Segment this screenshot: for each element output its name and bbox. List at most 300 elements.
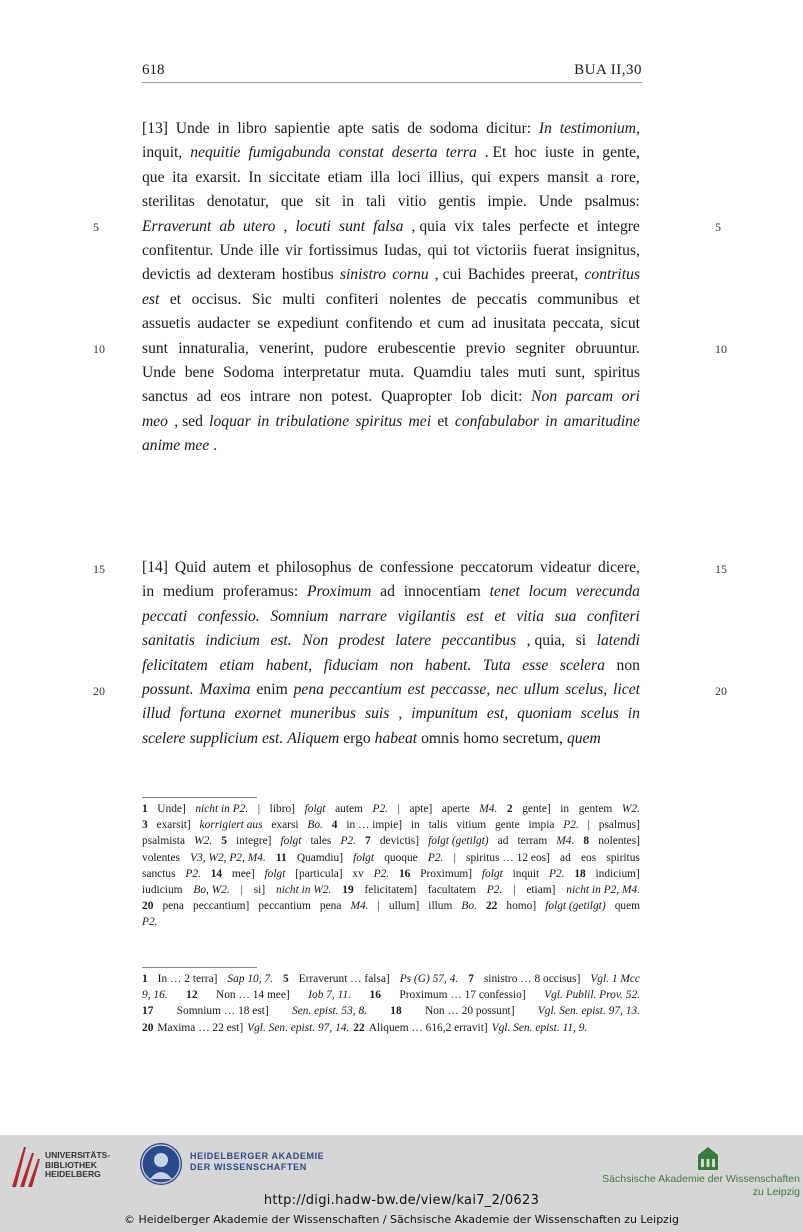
text-token: gente, (602, 144, 640, 162)
text-line (142, 166, 640, 190)
text-token: est. (270, 632, 292, 650)
text-token: Quamdiu] (296, 851, 343, 864)
text-token: Quamdiu (413, 363, 472, 381)
text-token: de (358, 559, 374, 576)
text-token: eos (580, 851, 597, 864)
text-token: ori (621, 388, 640, 406)
text-token: . (213, 437, 218, 455)
text-token: | (240, 883, 243, 896)
text-token: in (627, 705, 640, 723)
text-token: indicium (205, 632, 260, 650)
text-token: spiritus (606, 851, 640, 864)
text-token: Unde (538, 193, 573, 211)
text-token: Proximum … 17 confessio] (399, 989, 526, 1002)
text-token: inusitata (493, 315, 546, 333)
text-token: 17 (142, 1005, 154, 1018)
text-token: narrare (339, 607, 387, 625)
text-token: confessio. (197, 607, 260, 625)
text-line (142, 702, 640, 726)
text-token: . Et (484, 144, 507, 162)
text-token: sunt (339, 217, 366, 235)
text-token: illa (369, 168, 390, 186)
text-token: homo] (506, 900, 537, 913)
text-token: supplicium (189, 729, 259, 747)
text-token: non (299, 388, 323, 406)
text-token: vir (285, 241, 303, 259)
text-token: muta. (369, 363, 405, 381)
text-token: korrigiert aus (199, 819, 263, 832)
text-token: nec (496, 680, 518, 698)
text-token: de (407, 120, 422, 137)
text-token: [13] (142, 120, 168, 137)
text-line (142, 434, 640, 458)
text-token: | (513, 883, 516, 896)
text-token: Unde (219, 241, 254, 259)
text-token: perfecte (518, 217, 570, 235)
text-token: habent. (424, 656, 472, 674)
text-token: 18 (574, 867, 586, 880)
text-token: 16 (398, 867, 411, 880)
text-token: inquit (512, 867, 540, 880)
text-token: sterilitas (142, 193, 195, 211)
text-token: libro] (269, 803, 295, 815)
text-token: Sic (251, 290, 272, 308)
text-line (142, 605, 640, 629)
text-token: sanctus (142, 388, 188, 406)
text-token: pena (319, 900, 342, 913)
text-token: vitia (516, 607, 545, 625)
text-token: prodest (338, 632, 385, 650)
text-token: confitentur. (142, 241, 214, 259)
text-token: illud (142, 705, 171, 723)
text-token: P2. (373, 867, 390, 880)
text-token: psalmus] (598, 819, 640, 832)
text-token: secretum, (502, 729, 563, 747)
text-token: W2. (621, 803, 640, 815)
text-token: mee (184, 437, 210, 455)
text-token: M4. (479, 803, 498, 815)
text-token: innaturalia, (178, 339, 249, 357)
text-token: sunt (142, 339, 168, 357)
text-token: tali (365, 193, 386, 211)
text-token: gente (494, 819, 520, 832)
line-number-right: 15 (715, 562, 727, 576)
text-token: expers (498, 168, 540, 186)
copyright-notice: © Heidelberger Akademie der Wissenschaften / Sächsische Akademie der Wissenschaften zu Leipzig (123, 1213, 679, 1226)
text-token: si (575, 632, 587, 650)
text-token: Ps (G) 57, 4. (399, 973, 459, 985)
text-token: confiteri (587, 607, 640, 625)
text-token: inquit, (142, 144, 183, 162)
text-token: spiritus … 12 eos] (466, 851, 550, 864)
text-token: tales (482, 217, 511, 235)
text-token: Bo, W2. (193, 883, 230, 896)
text-token: Maxima … 22 est] (157, 1021, 244, 1034)
text-token: victoriis (475, 241, 527, 259)
text-token: potest. (331, 388, 373, 406)
text-token: videatur (540, 559, 592, 576)
text-token: interpretatur (283, 363, 361, 381)
heidelberg-academy-name: HEIDELBERGER AKADEMIE DER WISSENSCHAFTEN (190, 1151, 325, 1172)
text-token: fiduciam (323, 656, 379, 674)
text-line (142, 727, 640, 751)
text-token: communibus (537, 290, 619, 308)
text-token: 5 (282, 973, 289, 985)
text-token: 20 (142, 900, 154, 913)
text-token: Quid (174, 559, 207, 576)
text-token: a (596, 168, 604, 186)
text-token: quem (566, 729, 601, 747)
text-token: cornu (392, 266, 429, 284)
line-number-left: 5 (93, 220, 99, 234)
footnote-separator (142, 967, 257, 968)
text-token: ad (497, 835, 509, 848)
text-token: in (257, 412, 270, 430)
text-token: scelera (559, 656, 605, 674)
text-token: folgt (280, 835, 302, 848)
text-token: scelus (580, 705, 619, 723)
text-line (142, 288, 640, 312)
text-token: pena (293, 680, 324, 698)
text-token: iudicium (142, 883, 183, 896)
text-token: talis (428, 819, 448, 832)
text-token: Sodoma (223, 363, 275, 381)
text-token: etiam (327, 168, 363, 186)
text-token: innocentiam (403, 583, 481, 601)
text-token: ullum] (388, 900, 420, 913)
text-token: confitendo (345, 315, 413, 333)
text-token: gentis (438, 193, 476, 211)
text-token: est. (262, 729, 284, 747)
text-token: eos (220, 388, 241, 406)
text-token: 20 (142, 1021, 154, 1034)
text-token: Bo. (307, 819, 323, 832)
text-token: habeat (374, 729, 418, 747)
paragraph-13 (142, 117, 640, 458)
text-token: sicut (610, 315, 640, 333)
permalink[interactable]: http://digi.hadw-bw.de/view/kai7_2/0623 (263, 1193, 540, 1208)
text-token: ad (380, 583, 395, 601)
text-token: peccasse, (430, 680, 491, 698)
text-line (142, 580, 640, 604)
text-token: 18 (390, 1005, 402, 1018)
text-token: non (616, 656, 640, 674)
text-token: loquar (209, 412, 251, 430)
text-token: hostibus (281, 266, 334, 284)
text-token: parcam (565, 388, 613, 406)
apparatus-line (142, 987, 640, 1003)
text-token: 8 (583, 835, 590, 848)
page-header (142, 60, 642, 83)
text-token: locum (528, 583, 567, 601)
text-token: occisus. (191, 290, 242, 308)
saxon-academy-building-icon[interactable] (697, 1145, 719, 1171)
text-token: que (142, 168, 165, 186)
text-token: P2. (563, 819, 579, 832)
text-token: falsa (373, 217, 404, 235)
text-token: folgt (264, 867, 286, 880)
text-token: integre (596, 217, 640, 235)
text-token: in (560, 803, 570, 815)
text-token: P2. (486, 883, 503, 896)
text-token: folgt (353, 851, 375, 864)
text-line (142, 654, 640, 678)
text-token: ad (196, 388, 212, 406)
text-token: sodoma (429, 120, 479, 137)
saxon-academy-name: Sächsische Akademie der Wissenschaften zu Leipzig (602, 1173, 800, 1198)
text-token: qui (471, 168, 492, 186)
text-token: exarsit. (195, 168, 241, 186)
text-token: mansit (547, 168, 589, 186)
text-token: que (280, 193, 304, 211)
text-token: peccantium (258, 900, 311, 913)
text-token: 7 (365, 835, 371, 848)
text-token: fuerat (533, 241, 570, 259)
text-line (142, 263, 640, 287)
text-token: scelus, (565, 680, 608, 698)
text-token: ullum (523, 680, 560, 698)
text-token: vigilantis (397, 607, 456, 625)
line-number-right: 10 (715, 342, 727, 356)
text-token: gentem (578, 803, 613, 815)
text-token: Somnium (270, 607, 329, 625)
text-token: obruuntur. (575, 339, 640, 357)
text-token: previo (465, 339, 506, 357)
text-token: est (142, 290, 160, 308)
text-token: tales (480, 363, 509, 381)
text-token: In (538, 120, 552, 137)
text-token: habent, (265, 656, 313, 674)
text-token: segniter (515, 339, 566, 357)
apparatus-line (142, 971, 640, 987)
text-token: Sap 10, 7. (227, 973, 273, 985)
text-token: In (248, 168, 262, 186)
text-token: medium (162, 583, 215, 601)
text-token: 22 (353, 1021, 365, 1034)
text-token: venerint, (258, 339, 314, 357)
text-token: aperte (441, 803, 470, 815)
text-token: vitium (456, 819, 487, 832)
text-token: felicitatem] (364, 883, 417, 896)
text-token: de (451, 290, 467, 308)
apparatus-line (142, 882, 640, 898)
text-token: est, (486, 705, 509, 723)
text-line (142, 190, 640, 214)
text-token: xv (352, 867, 364, 880)
text-token: folgt (getilgt) (545, 900, 606, 913)
text-line (142, 410, 640, 434)
text-token: confessione (379, 559, 454, 576)
text-token: ille (259, 241, 280, 259)
text-token: 19 (342, 883, 354, 896)
text-token: ad (471, 315, 487, 333)
text-token: nicht in P2, M4. (566, 883, 640, 896)
text-token: si] (253, 883, 266, 896)
text-token: non (389, 656, 414, 674)
text-token: confabulabor (454, 412, 539, 430)
text-token: devictis] (379, 835, 420, 848)
text-token: assuetis (142, 315, 191, 333)
text-token: felicitatem (142, 656, 208, 674)
text-token: M4. (556, 835, 575, 848)
line-number-left: 20 (93, 684, 105, 698)
text-token: Iudas, (383, 241, 422, 259)
text-token: Erraverunt … falsa] (298, 973, 390, 985)
text-token: ad (196, 266, 212, 284)
text-token: sit (315, 193, 330, 211)
text-token: et (419, 315, 431, 333)
text-token: illius, (428, 168, 464, 186)
text-token: est (466, 607, 484, 625)
text-token: P2. (427, 851, 444, 864)
text-token: Non … 14 mee] (216, 989, 290, 1002)
text-token: Vgl. Publil. Prov. 52. (544, 989, 640, 1002)
document-reference: BUA II,30 (574, 62, 642, 78)
text-token: satis (371, 120, 400, 137)
text-token: nicht in W2. (276, 883, 332, 896)
text-token: dicit: (490, 388, 523, 406)
text-token: W2. (194, 835, 213, 848)
text-token: | (397, 803, 400, 815)
academy-seal-icon[interactable] (140, 1143, 182, 1185)
text-token: denotatur, (206, 193, 269, 211)
text-token: impie. (487, 193, 527, 211)
text-token: , cui (434, 266, 462, 284)
text-token: Bachides (467, 266, 525, 284)
page-number: 618 (142, 62, 165, 78)
text-token: In … 2 terra] (157, 973, 218, 985)
text-token: insignitus, (575, 241, 640, 259)
text-token: P2. (548, 867, 565, 880)
text-token: quoque (384, 851, 418, 864)
text-token: nolentes (389, 290, 442, 308)
text-token: , quia, (526, 632, 566, 650)
text-token: Somnium … 18 est] (176, 1005, 269, 1018)
text-token: in (545, 412, 558, 430)
text-token: bene (184, 363, 215, 381)
text-token: siccitate (269, 168, 321, 186)
text-token: vitio (397, 193, 427, 211)
text-token: P2. (142, 916, 158, 929)
text-token: peccatis (476, 290, 528, 308)
text-token: apte] (409, 803, 433, 815)
text-token: autem (335, 803, 363, 815)
text-token: sanctus (142, 867, 176, 880)
apparatus-line (142, 833, 640, 849)
text-token: tribulatione (275, 412, 350, 430)
text-token: Proximum] (420, 867, 473, 880)
text-token: et (577, 217, 589, 235)
text-token: facultatem (427, 883, 476, 896)
text-token: , (283, 217, 288, 235)
text-token: testimonium, (559, 120, 640, 137)
text-token: est (407, 680, 425, 698)
text-token: tenet (489, 583, 520, 601)
text-token: fortissimus (308, 241, 378, 259)
text-token: spiritus (355, 412, 403, 430)
text-token: 11 (275, 851, 287, 864)
text-token: psalmista (142, 835, 186, 848)
text-token: possunt. (142, 680, 194, 698)
text-token: Erraverunt (142, 217, 212, 235)
text-token: psalmus: (584, 193, 640, 211)
text-token: muneribus (290, 705, 357, 723)
text-token: sua (554, 607, 577, 625)
text-token: 7 (468, 973, 474, 985)
text-token: terra (445, 144, 477, 162)
paragraph-14 (142, 556, 640, 751)
text-token: multi (282, 290, 316, 308)
text-line (142, 556, 640, 580)
text-token: impunitum (411, 705, 478, 723)
text-token: volentes (142, 851, 180, 864)
text-line (142, 239, 640, 263)
text-line (142, 117, 640, 141)
text-token: folgt (getilgt) (428, 835, 489, 848)
text-token: folgt (481, 867, 503, 880)
text-token: anime (142, 437, 181, 455)
text-token: pena (162, 900, 184, 913)
text-token: sunt, (555, 363, 586, 381)
apparatus-line (142, 850, 640, 866)
text-token: exornet (234, 705, 282, 723)
text-token: mei (408, 412, 432, 430)
text-token: philosophus (276, 559, 352, 576)
text-line (142, 361, 640, 385)
text-token: Vgl. Sen. epist. 11, 9. (491, 1021, 588, 1034)
text-token: esse (522, 656, 549, 674)
text-token: ab (219, 217, 235, 235)
text-token: latendi (596, 632, 640, 650)
text-token: Vgl. Sen. epist. 97, 14. (247, 1021, 350, 1034)
text-token: Sen. epist. 53, 8. (292, 1005, 368, 1018)
apparatus-line (142, 801, 640, 817)
text-token: devictis (142, 266, 191, 284)
text-token: rore, (610, 168, 640, 186)
footer-bar (0, 1135, 803, 1232)
text-token: quoniam (517, 705, 572, 723)
text-token: ergo (343, 729, 371, 747)
text-token: tales (310, 835, 332, 848)
text-token: Iob 7, 11. (308, 989, 352, 1002)
text-token: folgt (304, 803, 326, 815)
text-token: illum (428, 900, 453, 913)
text-token: 3 (142, 819, 148, 832)
line-number-left: 15 (93, 562, 105, 576)
text-token: integre] (236, 835, 272, 848)
footnote-separator (142, 797, 257, 798)
text-token: et (628, 290, 640, 308)
text-token: etiam (219, 656, 255, 674)
text-token: tot (453, 241, 470, 259)
text-token: hoc (514, 144, 537, 162)
text-token: etiam] (526, 883, 556, 896)
apparatus-line (142, 898, 640, 914)
text-token: mee] (231, 867, 255, 880)
text-token: Non … 20 possunt] (424, 1005, 515, 1018)
text-token: in … impie] (346, 819, 402, 832)
line-number-right: 5 (715, 220, 721, 234)
text-token: latere (395, 632, 432, 650)
text-token: in (582, 144, 595, 162)
text-token: licet (613, 680, 640, 698)
text-token: | (587, 819, 590, 832)
text-token: M4. (350, 900, 369, 913)
text-token: gente] (522, 803, 551, 815)
text-token: enim (256, 680, 288, 698)
text-token: qui (427, 241, 448, 259)
text-token: contritus (584, 266, 640, 284)
